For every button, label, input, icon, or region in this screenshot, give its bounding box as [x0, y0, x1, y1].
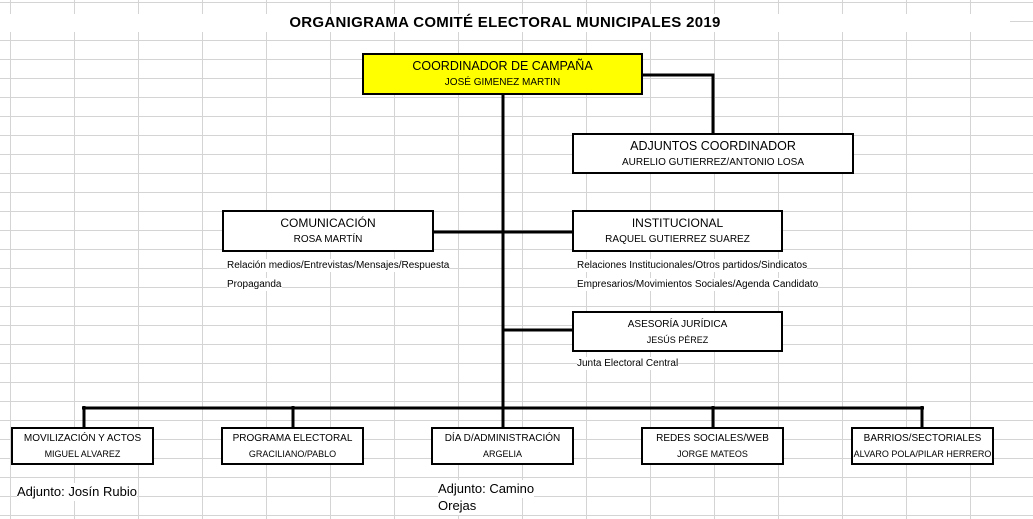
- comunicacion-note: Propaganda: [227, 279, 282, 290]
- dia-d-box: [431, 427, 574, 465]
- redes-box: [641, 427, 784, 465]
- dia-d-role: DÍA D/ADMINISTRACIÓN: [444, 433, 561, 444]
- adjunto-movilizacion: Adjunto: Josín Rubio: [17, 484, 137, 499]
- comunicacion-role: COMUNICACIÓN: [280, 216, 376, 230]
- redes-name: JORGE MATEOS: [677, 449, 748, 459]
- programa-box: [221, 427, 364, 465]
- dia-d-name: ARGELIA: [482, 449, 522, 459]
- movilizacion-box: [11, 427, 154, 465]
- institucional-role: INSTITUCIONAL: [631, 216, 724, 230]
- institucional-box: [572, 210, 783, 252]
- adjuntos-box: [572, 133, 854, 174]
- coordinator-role: COORDINADOR DE CAMPAÑA: [412, 59, 593, 73]
- institucional-name: RAQUEL GUTIERREZ SUAREZ: [605, 234, 750, 245]
- asesoria-name: JESÚS PÉREZ: [646, 334, 709, 345]
- barrios-box: [851, 427, 994, 465]
- asesoria-role: ASESORÍA JURÍDICA: [627, 318, 728, 330]
- adjunto-dia-d: Orejas: [438, 498, 477, 513]
- programa-role: PROGRAMA ELECTORAL: [232, 433, 353, 444]
- movilizacion-name: MIGUEL ALVAREZ: [44, 449, 121, 459]
- redes-role: REDES SOCIALES/WEB: [656, 433, 769, 444]
- comunicacion-box: [222, 210, 434, 252]
- asesoria-box: [572, 311, 783, 352]
- programa-name: GRACILIANO/PABLO: [248, 449, 337, 459]
- adjuntos-role: ADJUNTOS COORDINADOR: [630, 138, 796, 153]
- barrios-name: ALVARO POLA/PILAR HERRERO: [853, 449, 992, 459]
- adjunto-dia-d: Adjunto: Camino: [438, 481, 535, 496]
- asesoria-note: Junta Electoral Central: [577, 358, 679, 369]
- adjuntos-name: AURELIO GUTIERREZ/ANTONIO LOSA: [621, 156, 805, 168]
- chart-title: ORGANIGRAMA COMITÉ ELECTORAL MUNICIPALES 2019: [0, 14, 1010, 32]
- institucional-note: Relaciones Institucionales/Otros partidos/Sindicatos: [577, 260, 808, 271]
- barrios-role: BARRIOS/SECTORIALES: [863, 433, 982, 444]
- institucional-note: Empresarios/Movimientos Sociales/Agenda Candidato: [577, 279, 819, 290]
- coordinator-box: [362, 53, 643, 95]
- comunicacion-note: Relación medios/Entrevistas/Mensajes/Respuesta: [227, 260, 450, 271]
- comunicacion-name: ROSA MARTÍN: [293, 234, 363, 245]
- coordinator-name: JOSÉ GIMENEZ MARTIN: [444, 77, 561, 88]
- movilizacion-role: MOVILIZACIÓN Y ACTOS: [23, 433, 142, 444]
